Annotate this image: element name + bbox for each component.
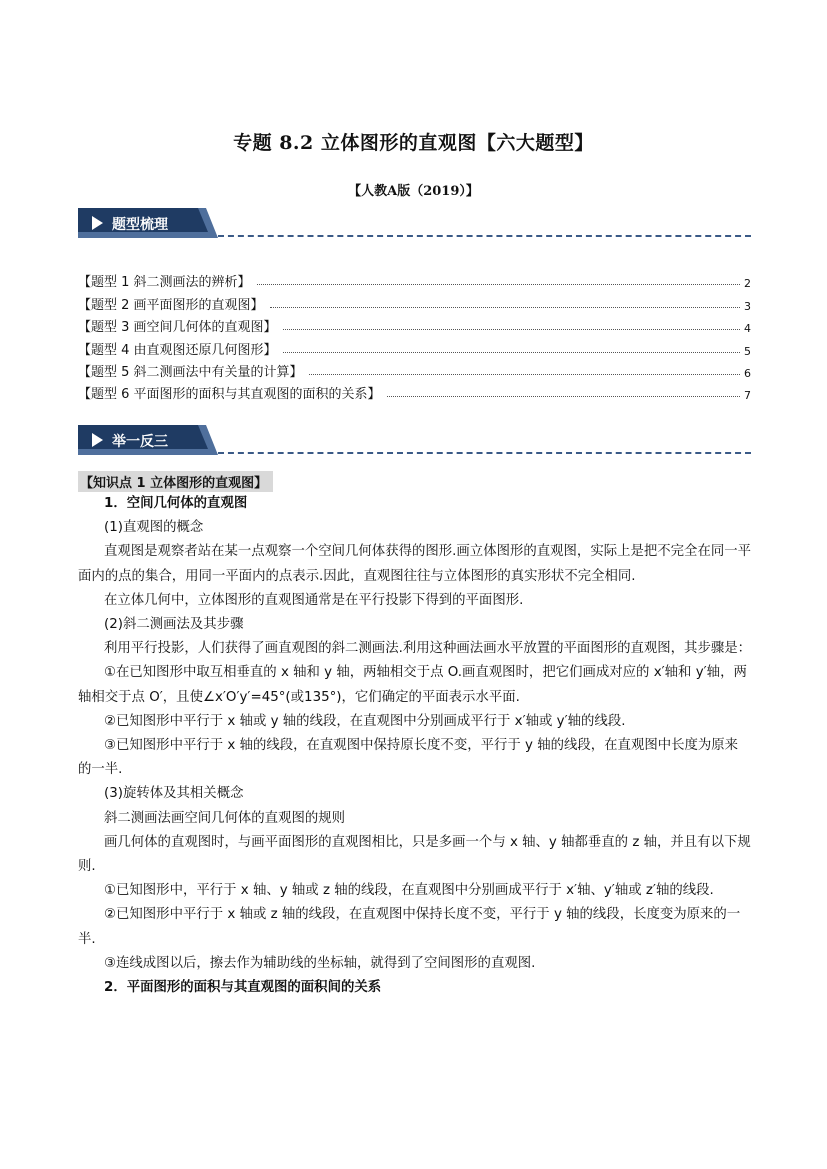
toc-item-label: 【题型 5 斜二测画法中有关量的计算】: [78, 364, 303, 380]
toc-item-2[interactable]: [78, 290, 751, 312]
toc-leader-dots: [309, 374, 740, 375]
toc-leader-dots: [270, 307, 740, 308]
toc-item-label: 【题型 1 斜二测画法的辨析】: [78, 275, 251, 291]
banner-label: 举一反三: [112, 434, 168, 450]
paragraph: 直观图是观察者站在某一点观察一个空间几何体获得的图形.画立体图形的直观图，实际上是把不完全在同一平面内的点的集合，用同一平面内的点表示.因此，直观图往往与立体图形的真实形状不完全相同.: [78, 544, 752, 584]
subheading: (1)直观图的概念: [104, 520, 204, 536]
banner-dash-divider: [218, 235, 751, 237]
toc-item-page: 2: [744, 277, 751, 291]
section-heading: 1．空间几何体的直观图: [104, 496, 248, 511]
section-banner-question-types: [78, 208, 751, 242]
document-subtitle: 【人教A版（2019）】: [348, 184, 479, 199]
paragraph: ①在已知图形中取互相垂直的 x 轴和 y 轴，两轴相交于点 O.画直观图时，把它们画成对应的 x′轴和 y′轴，两轴相交于点 O′，且使∠x′O′y′=45°(或135°)，它们确定的平面表示水平面.: [78, 665, 747, 705]
toc-item-page: 7: [744, 389, 751, 403]
banner-label: 题型梳理: [112, 217, 168, 233]
document-title: 专题 8.2 立体图形的直观图【六大题型】: [233, 132, 594, 154]
subheading: (3)旋转体及其相关概念: [104, 786, 244, 802]
toc-leader-dots: [283, 329, 740, 330]
toc-item-label: 【题型 3 画空间几何体的直观图】: [78, 320, 277, 336]
paragraph: ②已知图形中平行于 x 轴或 z 轴的线段，在直观图中保持长度不变，平行于 y 轴的线段，长度变为原来的一半.: [78, 907, 741, 947]
toc-item-page: 3: [744, 299, 751, 313]
section-heading: 2．平面图形的面积与其直观图的面积间的关系: [104, 980, 382, 996]
play-arrow-icon: [92, 216, 103, 230]
paragraph: 斜二测画法画空间几何体的直观图的规则: [104, 810, 346, 826]
toc-item-6[interactable]: [78, 380, 751, 402]
paragraph: 利用平行投影，人们获得了画直观图的斜二测画法.利用这种画法画水平放置的平面图形的直观图，其步骤是：: [104, 641, 752, 657]
toc-item-page: 5: [744, 344, 751, 358]
toc-item-label: 【题型 6 平面图形的面积与其直观图的面积的关系】: [78, 387, 381, 403]
paragraph: ③已知图形中平行于 x 轴的线段，在直观图中保持原长度不变，平行于 y 轴的线段，在直观图中长度为原来的一半.: [78, 738, 739, 778]
paragraph: ①已知图形中，平行于 x 轴、y 轴或 z 轴的线段，在直观图中分别画成平行于 x′轴、y′轴或 z′轴的线段.: [104, 883, 714, 899]
toc-item-page: 4: [744, 322, 751, 336]
toc-item-3[interactable]: [78, 313, 751, 335]
knowledge-point-heading: 【知识点 1 立体图形的直观图】: [78, 471, 273, 492]
toc-leader-dots: [387, 396, 740, 397]
toc-item-5[interactable]: [78, 358, 751, 380]
toc-leader-dots: [283, 352, 740, 353]
banner-dash-divider: [218, 452, 751, 454]
paragraph: ③连线成图以后，擦去作为辅助线的坐标轴，就得到了空间图形的直观图.: [104, 955, 536, 971]
toc-item-label: 【题型 4 由直观图还原几何图形】: [78, 342, 277, 358]
table-of-contents: [78, 268, 751, 402]
paragraph: ②已知图形中平行于 x 轴或 y 轴的线段，在直观图中分别画成平行于 x′轴或 y′轴的线段.: [104, 713, 626, 729]
paragraph: 画几何体的直观图时，与画平面图形的直观图相比，只是多画一个与 x 轴、y 轴都垂直的 z 轴，并且有以下规则.: [78, 834, 751, 875]
toc-item-1[interactable]: [78, 268, 751, 290]
content-body: [78, 492, 751, 1000]
toc-leader-dots: [257, 284, 740, 285]
toc-item-page: 6: [744, 366, 751, 380]
toc-item-4[interactable]: [78, 335, 751, 357]
paragraph: 在立体几何中，立体图形的直观图通常是在平行投影下得到的平面图形.: [104, 592, 524, 608]
section-banner-examples: [78, 425, 751, 459]
play-arrow-icon: [92, 433, 103, 447]
toc-item-label: 【题型 2 画平面图形的直观图】: [78, 297, 264, 313]
subheading: (2)斜二测画法及其步骤: [104, 617, 244, 633]
